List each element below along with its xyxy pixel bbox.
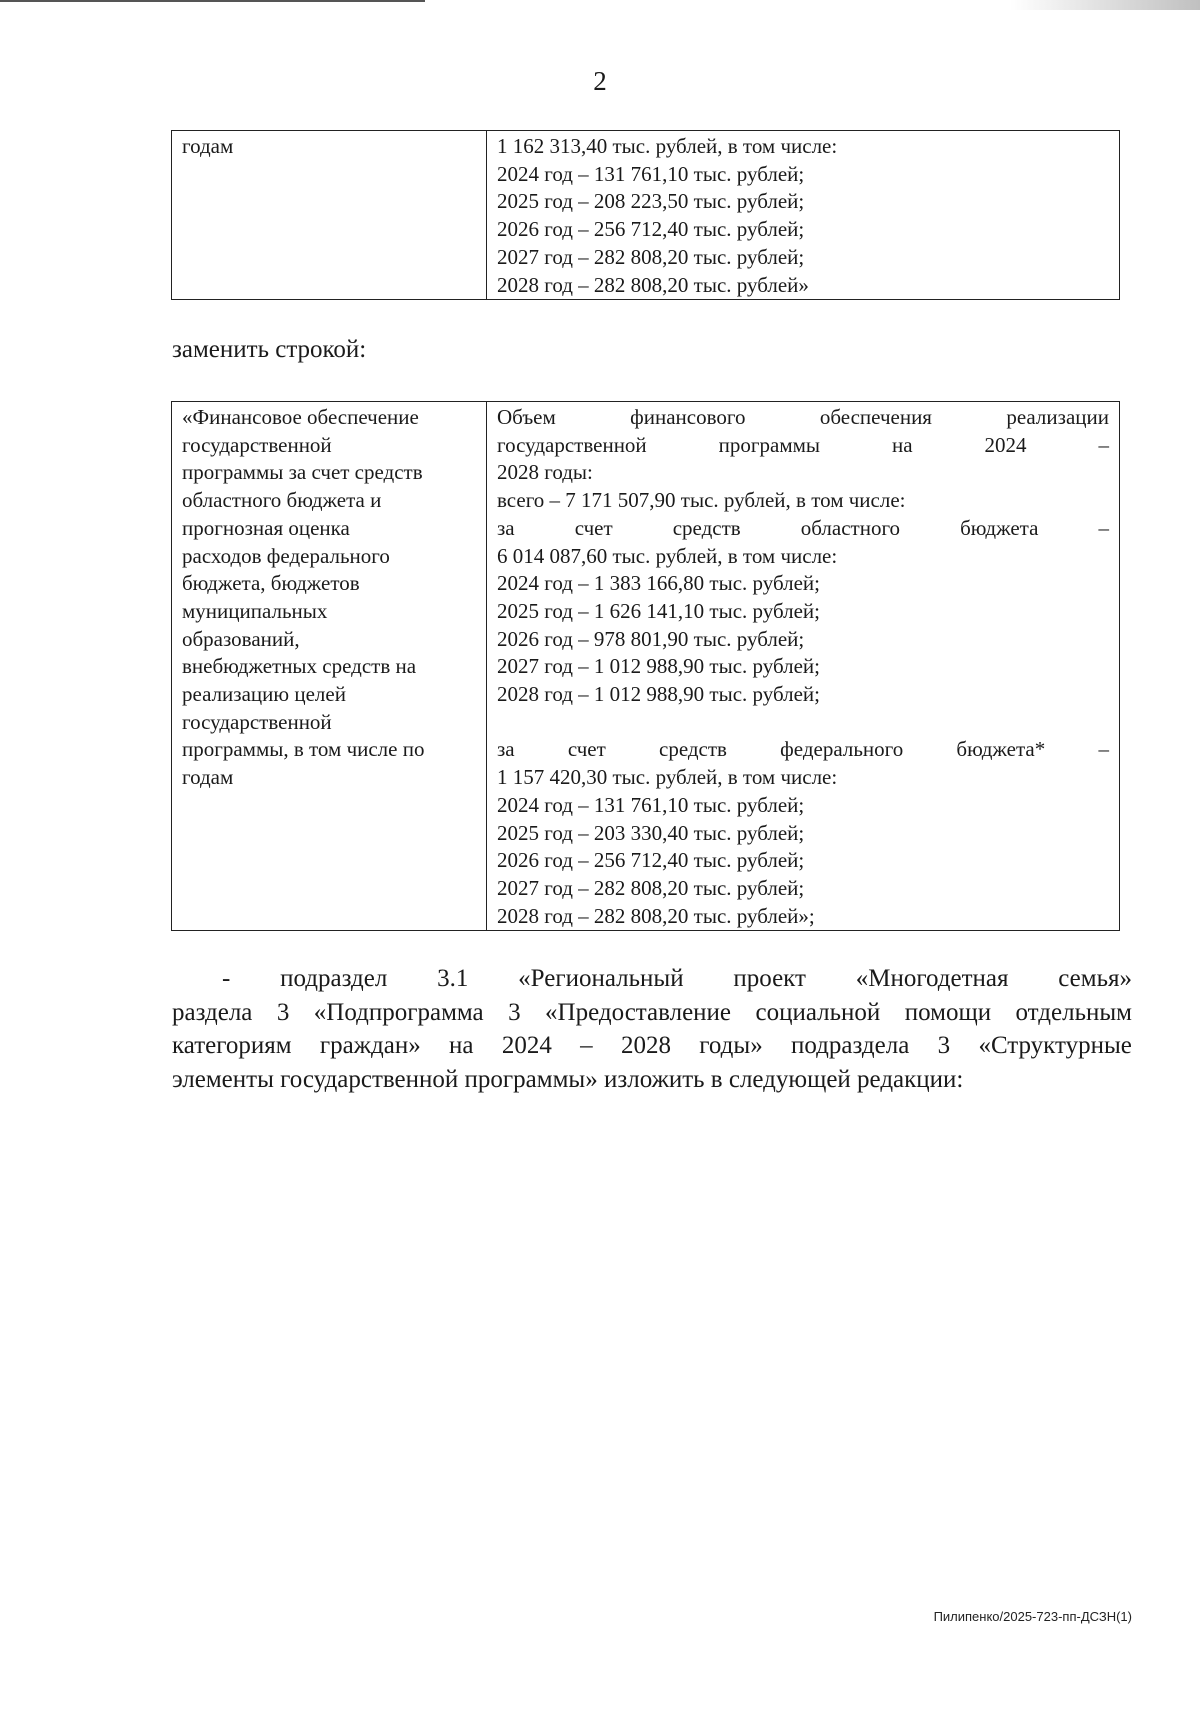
word: 2024	[501, 1032, 552, 1059]
cell-line-justified	[497, 736, 1109, 764]
table-cell-left	[172, 131, 487, 300]
cell-line-justified	[497, 432, 1109, 460]
cell-line: 2028 год – 1 012 988,90 тыс. рублей;	[497, 682, 821, 707]
cell-line: муниципальных	[182, 598, 328, 623]
cell-line: государственной	[182, 432, 332, 457]
cell-line: бюджета, бюджетов	[182, 571, 360, 596]
word: 2024	[984, 432, 1027, 457]
word: «Подпрограмма	[313, 998, 484, 1026]
cell-line: прогнозная оценка	[182, 515, 350, 540]
word: годы»	[699, 1032, 763, 1059]
document-reference: Пилипенко/2025-723-пп-ДСЗН(1)	[933, 1609, 1132, 1624]
word: финансового	[630, 405, 746, 429]
word: на	[891, 432, 913, 457]
cell-line: расходов федерального	[182, 543, 390, 568]
word: средств	[672, 515, 741, 540]
word: областного	[800, 515, 901, 540]
word: программы	[718, 432, 821, 457]
cell-line: 2025 год – 203 330,40 тыс. рублей;	[497, 820, 805, 845]
word: 3	[276, 998, 290, 1026]
word: -	[222, 965, 231, 992]
cell-line: 2027 год – 282 808,20 тыс. рублей;	[497, 244, 805, 269]
blank-line	[497, 709, 1109, 737]
word: 3.1	[437, 965, 469, 992]
cell-line: реализацию целей	[182, 682, 346, 707]
scan-noise	[1010, 0, 1200, 10]
table-row	[172, 402, 1120, 931]
word: «Структурные	[978, 1032, 1132, 1059]
cell-line: 2027 год – 282 808,20 тыс. рублей;	[497, 875, 805, 900]
cell-line: 2024 год – 131 761,10 тыс. рублей;	[497, 161, 805, 186]
word: категориям	[172, 1032, 292, 1059]
word: подраздел	[280, 965, 388, 992]
cell-line-justified	[497, 404, 1109, 432]
word: реализации	[1006, 405, 1109, 429]
word: 2028	[620, 1032, 671, 1059]
cell-line: 2025 год – 208 223,50 тыс. рублей;	[497, 189, 805, 214]
word: счет	[574, 515, 613, 540]
paragraph-line	[172, 1029, 1132, 1063]
paragraph-line: элементы государственной программы» изложить в следующей редакции:	[172, 1065, 964, 1093]
word: государственной	[497, 432, 647, 457]
table-replacement	[171, 401, 1120, 931]
cell-line: областного бюджета и	[182, 488, 382, 513]
table-row	[172, 131, 1120, 300]
cell-line: программы за счет средств	[182, 460, 423, 485]
word: –	[1098, 515, 1109, 540]
cell-line: 1 157 420,30 тыс. рублей, в том числе:	[497, 765, 838, 790]
table-cell-right	[487, 402, 1120, 931]
word: «Предоставление	[545, 998, 732, 1026]
body-paragraph	[172, 962, 1132, 1096]
cell-line: годам	[182, 134, 234, 158]
table-continuation	[171, 130, 1120, 300]
word: проект	[733, 965, 806, 992]
cell-line: 2027 год – 1 012 988,90 тыс. рублей;	[497, 654, 821, 679]
word: помощи	[904, 998, 992, 1026]
word: «Многодетная	[855, 965, 1009, 992]
cell-line: 1 162 313,40 тыс. рублей, в том числе:	[497, 134, 838, 158]
cell-line: 2025 год – 1 626 141,10 тыс. рублей;	[497, 598, 821, 623]
word: бюджета*	[956, 737, 1046, 762]
word: средств	[659, 737, 727, 762]
word: за	[497, 515, 515, 540]
cell-line: государственной	[182, 709, 332, 734]
cell-line: всего – 7 171 507,90 тыс. рублей, в том числе:	[497, 488, 906, 513]
cell-line: программы, в том числе по	[182, 737, 425, 762]
word: подраздела	[791, 1032, 910, 1059]
cell-line: образований,	[182, 626, 300, 651]
word: на	[449, 1032, 474, 1059]
cell-line: годам	[182, 765, 234, 790]
cell-line: 2024 год – 1 383 166,80 тыс. рублей;	[497, 571, 821, 596]
word: –	[1098, 432, 1109, 457]
word: счет	[567, 737, 606, 762]
cell-line: 2026 год – 256 712,40 тыс. рублей;	[497, 217, 805, 242]
replace-label: заменить строкой:	[172, 336, 367, 363]
word: граждан»	[319, 1032, 421, 1059]
word: 3	[937, 1032, 951, 1059]
cell-line: «Финансовое обеспечение	[182, 405, 419, 429]
cell-line-justified	[497, 515, 1109, 543]
word: Объем	[497, 405, 556, 429]
cell-line: 2028 годы:	[497, 460, 593, 485]
word: отдельным	[1015, 998, 1132, 1026]
word: раздела	[172, 998, 253, 1026]
page-number: 2	[593, 66, 607, 96]
cell-line: 2028 год – 282 808,20 тыс. рублей»	[497, 272, 809, 297]
table-cell-right	[487, 131, 1120, 300]
cell-line: 6 014 087,60 тыс. рублей, в том числе:	[497, 543, 838, 568]
word: 3	[508, 998, 521, 1026]
word: обеспечения	[819, 405, 932, 429]
word: –	[1098, 737, 1109, 762]
word: бюджета	[960, 515, 1039, 540]
word: социальной	[755, 998, 881, 1026]
cell-line: внебюджетных средств на	[182, 654, 417, 679]
cell-line: 2028 год – 282 808,20 тыс. рублей»;	[497, 903, 815, 928]
table-cell-left	[172, 402, 487, 931]
cell-line: 2024 год – 131 761,10 тыс. рублей;	[497, 792, 805, 817]
word: –	[580, 1032, 593, 1059]
word: семья»	[1058, 965, 1132, 992]
cell-line: 2026 год – 978 801,90 тыс. рублей;	[497, 626, 805, 651]
word: за	[497, 737, 515, 762]
word: «Региональный	[518, 965, 684, 992]
scan-edge-mark	[0, 0, 425, 2]
paragraph-line	[172, 996, 1132, 1030]
paragraph-line	[172, 962, 1132, 996]
cell-line: 2026 год – 256 712,40 тыс. рублей;	[497, 848, 805, 873]
word: федерального	[780, 737, 904, 762]
